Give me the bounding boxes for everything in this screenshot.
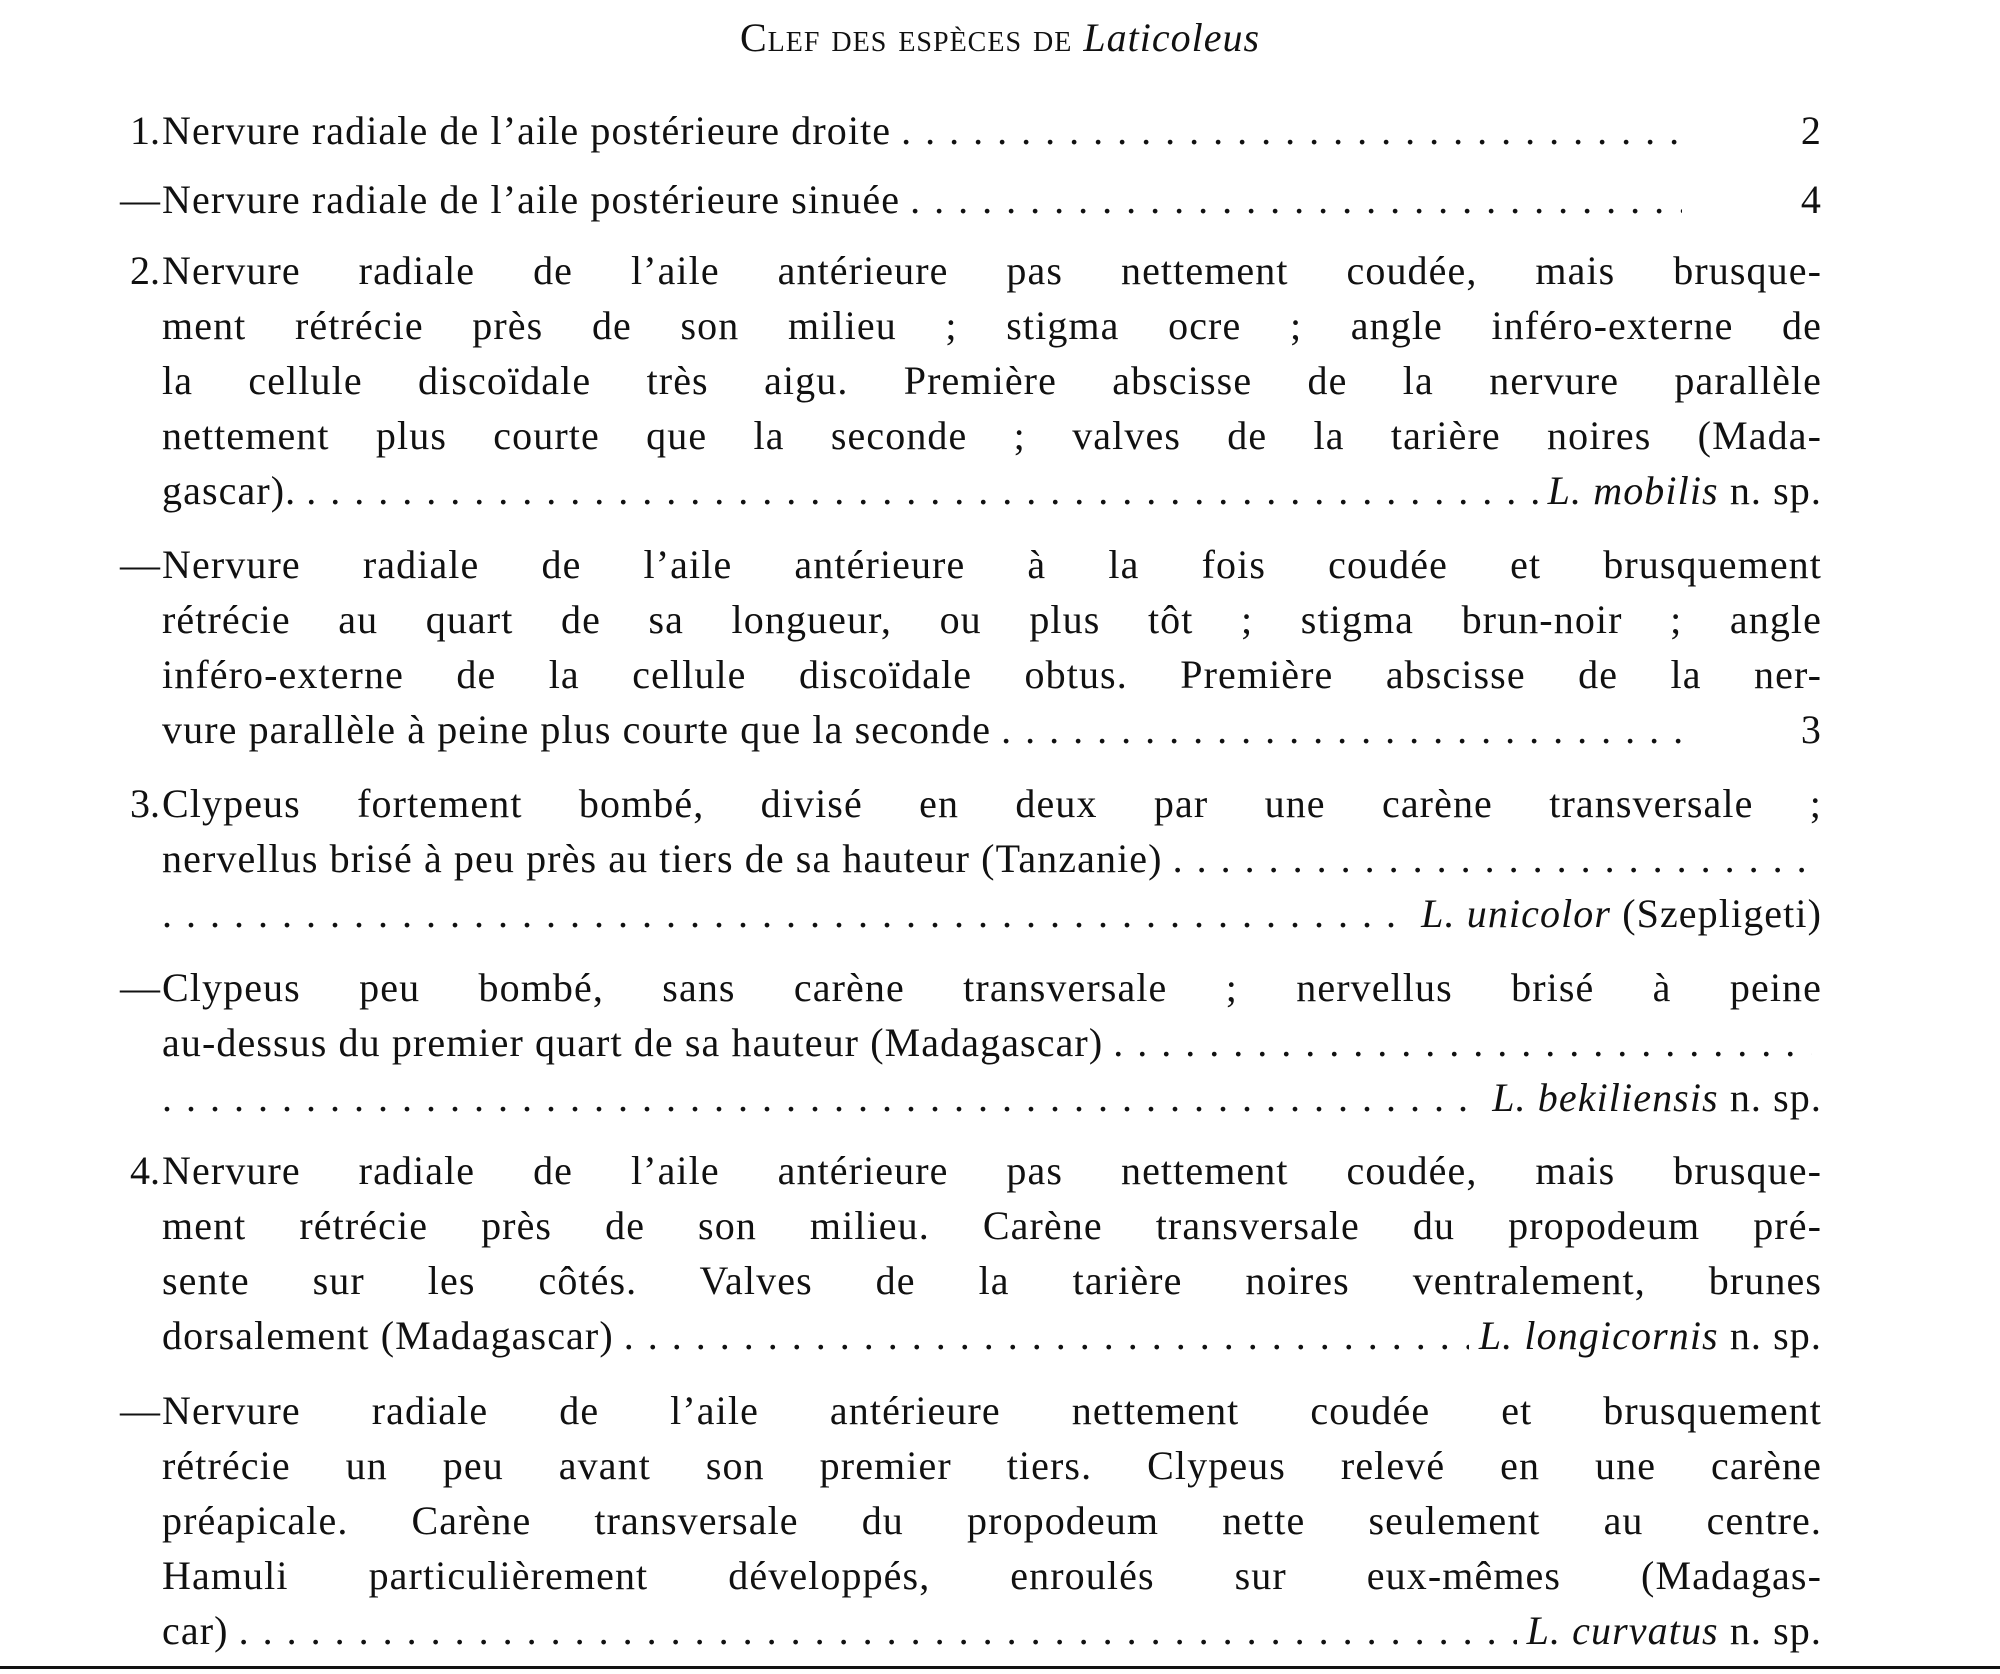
couplet-line: au-dessus du premier quart de sa hauteur (Madagascar) . . .: [162, 1015, 1822, 1070]
couplet-marker: 1.: [130, 108, 160, 153]
couplet-text: Clypeus fortement bombé, divisé en deux par une carène transversale ; nervellus brisé à peu près au tiers de sa hauteur (Tanzanie) . . . . . . L. unicolor (Szepligeti): [162, 776, 1822, 941]
couplet-marker: —: [120, 965, 160, 1010]
goto-couplet[interactable]: 2: [1800, 108, 1822, 153]
species-name[interactable]: L. curvatus n. sp.: [1526, 1608, 1822, 1653]
leader-dots: [901, 103, 1682, 158]
key-title-genus: Laticoleus: [1083, 15, 1261, 60]
couplet-text: [162, 172, 1822, 227]
couplet-marker: —: [120, 1388, 160, 1433]
couplet-marker: 2.: [130, 248, 160, 293]
leader-dots: [1001, 702, 1682, 757]
species-name[interactable]: L. longicornis n. sp.: [1478, 1313, 1822, 1358]
leader-dots: [1113, 1015, 1812, 1070]
species-name[interactable]: L. unicolor (Szepligeti): [1421, 891, 1822, 936]
species-name[interactable]: L. mobilis n. sp.: [1547, 468, 1822, 513]
couplet-line: vure parallèle à peine plus courte que la seconde . . . 3: [162, 702, 1822, 757]
couplet-line: dorsalement (Madagascar) . . . L. longicornis n. sp.: [162, 1308, 1822, 1363]
leader-dots: [162, 1070, 1482, 1125]
goto-couplet[interactable]: 4: [1800, 177, 1822, 222]
couplet-text: Clypeus peu bombé, sans carène transversale ; nervellus brisé à peine au-dessus du premier quart de sa hauteur (Madagascar) . . . . . . L. bekiliensis n. sp.: [162, 960, 1822, 1125]
couplet-marker: 3.: [130, 781, 160, 826]
couplet-text: [162, 103, 1822, 158]
leader-dots: [1173, 831, 1812, 886]
page-bottom-rule: [0, 1666, 2000, 1669]
key-title: [0, 14, 2000, 61]
key-title-prefix: Clef des espèces de: [739, 15, 1073, 60]
couplet-line: car) . . . L. curvatus n. sp.: [162, 1603, 1822, 1658]
couplet-text: Nervure radiale de l’aile antérieure à la fois coudée et brusquement rétrécie au quart de sa longueur, ou plus tôt ; stigma brun-noir ; angle inféro-externe de la cellule discoïdale obtus. Première abscisse de la ner- vure parallèle à peine plus courte que la seconde . . . 3: [162, 537, 1822, 757]
couplet-line: [162, 1070, 1822, 1125]
couplet-text: Nervure radiale de l’aile antérieure pas nettement coudée, mais brusque- ment rétrécie près de son milieu. Carène transversale du propodeum pré- sente sur les côtés. Valves de la tarière noires ventralement, brunes dorsalement (Madagascar) . . . L. longicornis n. sp.: [162, 1143, 1822, 1363]
leader-dots: [910, 172, 1682, 227]
couplet-marker: —: [120, 177, 160, 222]
goto-couplet[interactable]: 3: [1800, 707, 1822, 752]
couplet-line: nervellus brisé à peu près au tiers de sa hauteur (Tanzanie) . . .: [162, 831, 1822, 886]
couplet-marker: —: [120, 542, 160, 587]
leader-dots: [239, 1603, 1517, 1658]
species-name[interactable]: L. bekiliensis n. sp.: [1492, 1075, 1822, 1120]
couplet-marker: 4.: [130, 1148, 160, 1193]
leader-dots: [162, 886, 1411, 941]
couplet-line: Nervure radiale de l’aile postérieure sinuée . . . 4: [162, 172, 1822, 227]
couplet-text: Nervure radiale de l’aile antérieure nettement coudée et brusquement rétrécie un peu avant son premier tiers. Clypeus relevé en une carène préapicale. Carène transversale du propodeum nette seulement au centre. Hamuli particulièrement développés, enroulés sur eux-mêmes (Madagas- car) . . . L. curvatus n. sp.: [162, 1383, 1822, 1658]
couplet-line: Nervure radiale de l’aile postérieure droite . . . 2: [162, 103, 1822, 158]
leader-dots: [306, 463, 1537, 518]
leader-dots: [624, 1308, 1469, 1363]
couplet-line: [162, 886, 1822, 941]
couplet-text: Nervure radiale de l’aile antérieure pas nettement coudée, mais brusque- ment rétrécie près de son milieu ; stigma ocre ; angle inféro-externe de la cellule discoïdale très aigu. Première abscisse de la nervure parallèle nettement plus courte que la seconde ; valves de la tarière noires (Mada- gascar). . . . L. mobilis n. sp.: [162, 243, 1822, 518]
couplet-line: gascar). . . . L. mobilis n. sp.: [162, 463, 1822, 518]
